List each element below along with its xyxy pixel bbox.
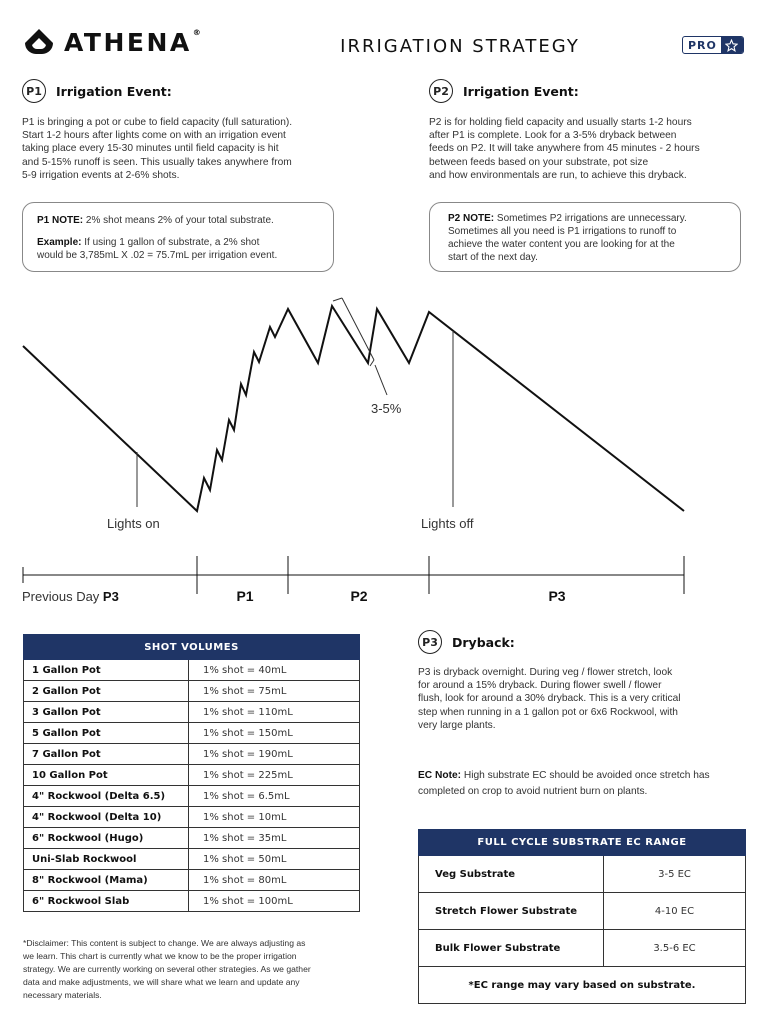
p2-heading <box>429 79 579 103</box>
pot-name: 10 Gallon Pot <box>24 765 189 786</box>
p2-note-line: achieve the water content you are looking for at the <box>448 239 675 250</box>
shot-volume: 1% shot = 150mL <box>189 723 360 744</box>
pot-name: 4" Rockwool (Delta 6.5) <box>24 786 189 807</box>
pot-name: 4" Rockwool (Delta 10) <box>24 807 189 828</box>
shot-volume: 1% shot = 190mL <box>189 744 360 765</box>
table-row <box>419 967 746 1004</box>
dryback-leader <box>375 365 387 395</box>
pot-name: 8" Rockwool (Mama) <box>24 870 189 891</box>
disclaimer-line: strategy. We are currently working on several other strategies. As we gather <box>23 964 311 974</box>
p1-line: Start 1-2 hours after lights come on with an irrigation event <box>22 130 286 142</box>
p1-badge: P1 <box>22 79 46 103</box>
lights-on-label: Lights on <box>107 516 160 531</box>
p2-line: after P1 is complete. Look for a 3-5% dryback between <box>429 130 677 142</box>
irrigation-diagram <box>0 290 768 620</box>
p1-example-label: Example: <box>37 237 82 248</box>
table-row <box>24 660 360 681</box>
p3-description <box>418 666 758 732</box>
p2-note-box <box>429 202 741 272</box>
p2-title: Irrigation Event: <box>463 83 579 99</box>
table-row <box>24 765 360 786</box>
timeline-phase-p3: P3 <box>548 588 566 604</box>
pot-name: 2 Gallon Pot <box>24 681 189 702</box>
table-row <box>24 891 360 912</box>
substrate-moisture-line <box>23 306 684 511</box>
p3-badge: P3 <box>418 630 442 654</box>
dryback-label: 3-5% <box>371 401 402 416</box>
shot-volume: 1% shot = 35mL <box>189 828 360 849</box>
ec-range: 3-5 EC <box>604 856 746 893</box>
star-icon <box>721 37 743 53</box>
substrate-name: Bulk Flower Substrate <box>419 930 604 967</box>
p1-line: P1 is bringing a pot or cube to field capacity (full saturation). <box>22 117 293 128</box>
substrate-name: Veg Substrate <box>419 856 604 893</box>
table-row <box>24 870 360 891</box>
timeline-phase-p1: P1 <box>236 588 254 604</box>
ec-range-footer: *EC range may vary based on substrate. <box>419 967 746 1004</box>
pot-name: 7 Gallon Pot <box>24 744 189 765</box>
pot-name: Uni-Slab Rockwool <box>24 849 189 870</box>
p3-line: very large plants. <box>418 719 496 731</box>
table-row <box>24 744 360 765</box>
pro-badge-label: PRO <box>688 38 717 52</box>
shot-volume: 1% shot = 75mL <box>189 681 360 702</box>
table-row <box>24 828 360 849</box>
table-row <box>24 786 360 807</box>
p1-note-label: P1 NOTE: <box>37 215 84 226</box>
p1-title: Irrigation Event: <box>56 83 172 99</box>
dryback-bracket <box>370 360 374 366</box>
table-row <box>419 893 746 930</box>
p2-note-line: Sometimes all you need is P1 irrigations to runoff to <box>448 226 677 237</box>
shot-volume: 1% shot = 225mL <box>189 765 360 786</box>
shot-volume: 1% shot = 6.5mL <box>189 786 360 807</box>
timeline-previous-day: Previous Day P3 <box>22 589 119 604</box>
p1-example-text-2: would be 3,785mL X .02 = 75.7mL per irrigation event. <box>37 250 278 261</box>
shot-volumes-table <box>23 634 360 912</box>
shot-volume: 1% shot = 100mL <box>189 891 360 912</box>
p1-line: and 5-15% runoff is seen. This usually takes anywhere from <box>22 156 292 168</box>
brand-name: ATHENA® <box>64 27 204 57</box>
flame-drop-icon <box>22 27 56 57</box>
substrate-name: Stretch Flower Substrate <box>419 893 604 930</box>
p1-heading <box>22 79 172 103</box>
p2-note-line: start of the next day. <box>448 252 538 263</box>
p2-note-text: Sometimes P2 irrigations are unnecessary. <box>494 213 687 224</box>
p2-line: feeds on P2. It will take anywhere from 45 minutes - 2 hours <box>429 143 700 155</box>
table-row <box>24 681 360 702</box>
pot-name: 6" Rockwool (Hugo) <box>24 828 189 849</box>
timeline-phase-p2: P2 <box>350 588 368 604</box>
p2-badge: P2 <box>429 79 453 103</box>
p3-title: Dryback: <box>452 634 515 650</box>
p1-line: taking place every 15-30 minutes until field capacity is hit <box>22 143 279 155</box>
disclaimer-line: we learn. This chart is currently what we know to be the proper irrigation <box>23 951 297 961</box>
table-row <box>419 856 746 893</box>
p1-note-box <box>22 202 334 272</box>
p1-line: 5-9 irrigation events at 2-6% shots. <box>22 169 180 181</box>
shot-volume: 1% shot = 10mL <box>189 807 360 828</box>
disclaimer-line: *Disclaimer: This content is subject to change. We are always adjusting as <box>23 938 306 948</box>
pot-name: 3 Gallon Pot <box>24 702 189 723</box>
p3-line: P3 is dryback overnight. During veg / flower stretch, look <box>418 667 673 678</box>
p2-description <box>429 116 759 182</box>
table-row <box>419 930 746 967</box>
disclaimer-line: necessary materials. <box>23 990 102 1000</box>
pot-name: 1 Gallon Pot <box>24 660 189 681</box>
p3-line: for around a 15% dryback. During flower swell / flower <box>418 680 662 692</box>
pot-name: 6" Rockwool Slab <box>24 891 189 912</box>
shot-volume: 1% shot = 80mL <box>189 870 360 891</box>
p3-heading <box>418 630 515 654</box>
ec-note-text-2: completed on crop to avoid nutrient burn on plants. <box>418 786 648 797</box>
p2-note-label: P2 NOTE: <box>448 213 495 224</box>
ec-range-header: FULL CYCLE SUBSTRATE EC RANGE <box>419 830 746 856</box>
p1-note-text: 2% shot means 2% of your total substrate. <box>83 215 274 226</box>
p2-line: P2 is for holding field capacity and usually starts 1-2 hours <box>429 117 692 128</box>
shot-volume: 1% shot = 40mL <box>189 660 360 681</box>
ec-range: 4-10 EC <box>604 893 746 930</box>
page-title: IRRIGATION STRATEGY <box>340 36 580 57</box>
ec-range-table <box>418 829 746 1004</box>
ec-note-text: High substrate EC should be avoided once stretch has <box>461 770 710 781</box>
shot-volumes-header: SHOT VOLUMES <box>24 635 360 660</box>
p2-line: between feeds based on your substrate, pot size <box>429 156 649 168</box>
shot-volume: 1% shot = 110mL <box>189 702 360 723</box>
pro-badge <box>682 36 744 54</box>
p3-line: step when running in a 1 gallon pot or 6x6 Rockwool, with <box>418 706 678 718</box>
ec-note <box>418 768 758 800</box>
table-row <box>24 702 360 723</box>
athena-logo <box>22 26 203 58</box>
ec-range: 3.5-6 EC <box>604 930 746 967</box>
disclaimer <box>23 937 353 1002</box>
p1-description <box>22 116 372 182</box>
shot-volume: 1% shot = 50mL <box>189 849 360 870</box>
p1-example-text: If using 1 gallon of substrate, a 2% shot <box>81 237 260 248</box>
table-row <box>24 723 360 744</box>
pot-name: 5 Gallon Pot <box>24 723 189 744</box>
table-row <box>24 849 360 870</box>
p2-line: and how environmentals are run, to achieve this dryback. <box>429 169 687 181</box>
ec-note-label: EC Note: <box>418 770 462 781</box>
p3-line: flush, look for around a 30% dryback. This is a very critical <box>418 693 681 705</box>
lights-off-label: Lights off <box>421 516 474 531</box>
disclaimer-line: data and make adjustments, we will share what we learn and update any <box>23 977 300 987</box>
table-row <box>24 807 360 828</box>
dryback-bracket <box>333 298 342 301</box>
